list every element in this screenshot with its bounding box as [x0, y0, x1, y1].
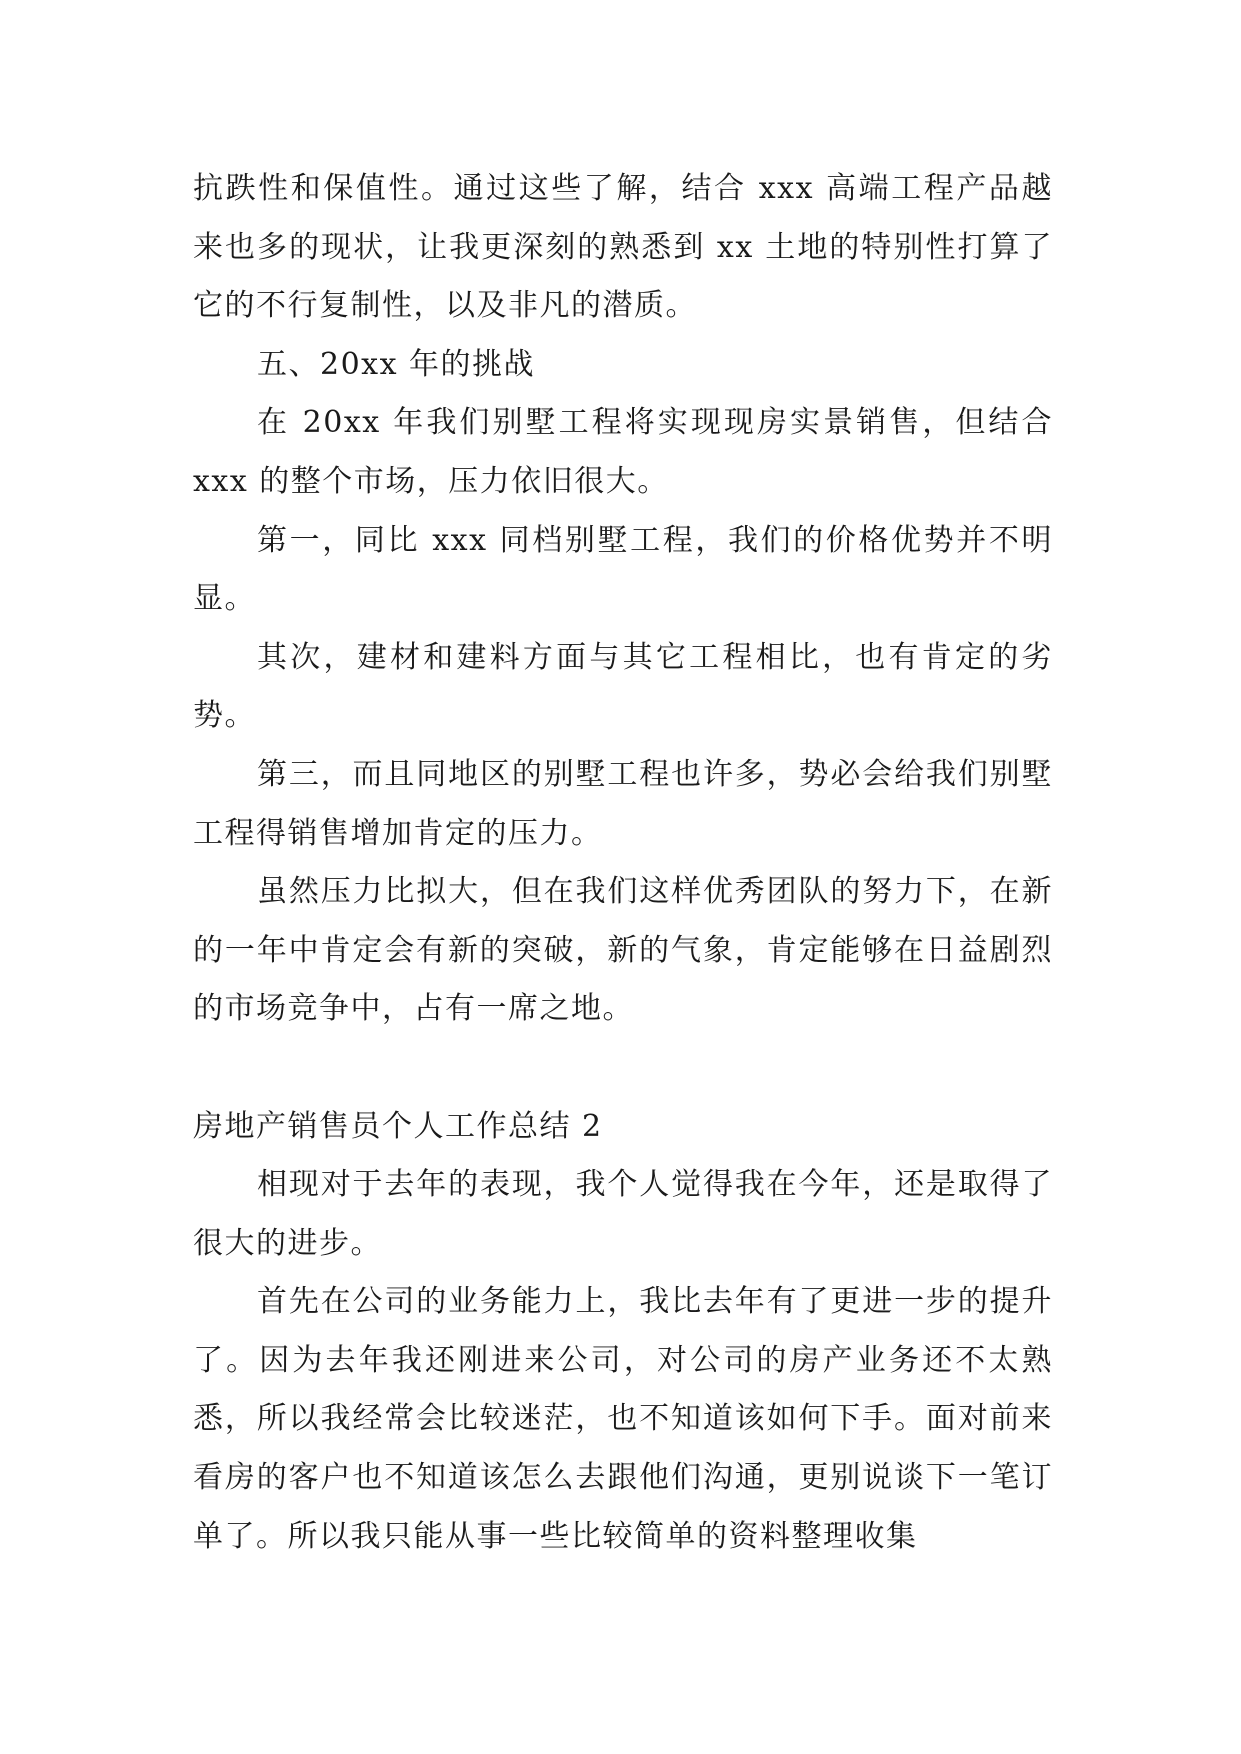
paragraph: 在 20xx 年我们别墅工程将实现现房实景销售，但结合 xxx 的整个市场，压力依旧很大。 [193, 405, 1053, 499]
document-body [193, 160, 1053, 1566]
paragraph: 其次，建材和建料方面与其它工程相比，也有肯定的劣势。 [193, 639, 1053, 734]
paragraph: 第一，同比 xxx 同档别墅工程，我们的价格优势并不明显。 [193, 522, 1053, 617]
paragraph: 首先在公司的业务能力上，我比去年有了更进一步的提升了。因为去年我还刚进来公司，对公司的房产业务还不太熟悉，所以我经常会比较迷茫，也不知道该如何下手。面对前来看房的客户也不知道该怎么去跟他们沟通，更别说谈下一笔订单了。所以我只能从事一些比较简单的资料整理收集 [193, 1284, 1053, 1554]
paragraph-continuation: 抗跌性和保值性。通过这些了解，结合 xxx 高端工程产品越来也多的现状，让我更深刻的熟悉到 xx 土地的特别性打算了它的不行复制性，以及非凡的潜质。 [193, 171, 1053, 324]
paragraph: 虽然压力比拟大，但在我们这样优秀团队的努力下，在新的一年中肯定会有新的突破，新的气象，肯定能够在日益剧烈的市场竞争中，占有一席之地。 [193, 874, 1053, 1027]
paragraph: 相现对于去年的表现，我个人觉得我在今年，还是取得了很大的进步。 [193, 1167, 1053, 1261]
paragraph: 第三，而且同地区的别墅工程也许多，势必会给我们别墅工程得销售增加肯定的压力。 [193, 756, 1053, 851]
section-heading: 五、20xx 年的挑战 [257, 346, 536, 382]
article-title: 房地产销售员个人工作总结 2 [193, 1108, 603, 1144]
